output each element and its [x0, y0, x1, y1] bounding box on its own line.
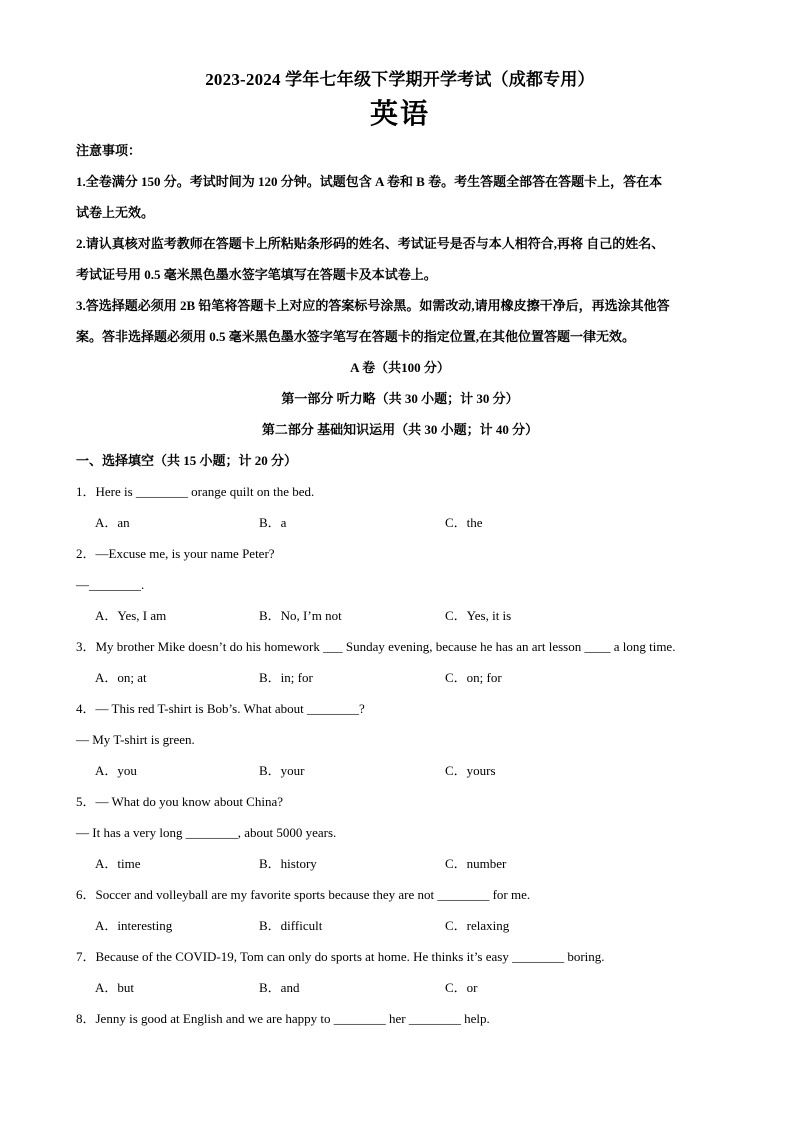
question-3 — [76, 631, 724, 693]
question-options — [76, 848, 724, 879]
option-a: A．on; at — [95, 670, 147, 685]
option-c: C．relaxing — [445, 918, 510, 933]
question-stem: 3．My brother Mike doesn’t do his homework ___ Sunday evening, because he has an art lesson ____ a long time. — [76, 639, 676, 654]
question-stem: — My T-shirt is green. — [76, 732, 195, 747]
question-2 — [76, 538, 724, 631]
part2-heading: 第二部分 基础知识运用（共 30 小题；计 40 分） — [261, 422, 539, 437]
note-line: 2.请认真核对监考教师在答题卡上所粘贴条形码的姓名、考试证号是否与本人相符合,再将 自己的姓名、 — [76, 236, 665, 251]
question-stem: 5．— What do you know about China? — [76, 794, 284, 809]
question-options — [76, 755, 724, 786]
question-4 — [76, 693, 724, 786]
exam-title: 2023-2024 学年七年级下学期开学考试（成都专用） — [205, 70, 595, 89]
option-c: C．Yes, it is — [445, 608, 512, 623]
note-line: 1.全卷满分 150 分。考试时间为 120 分钟。试题包含 A 卷和 B 卷。考生答题全部答在答题卡上，答在本 — [76, 174, 663, 189]
question-7 — [76, 941, 724, 1003]
option-b: B．your — [259, 763, 305, 778]
part1-heading: 第一部分 听力略（共 30 小题；计 30 分） — [281, 391, 519, 406]
question-options — [76, 972, 724, 1003]
question-5 — [76, 786, 724, 879]
paper-a-heading: A 卷（共100 分） — [350, 360, 450, 375]
notes-heading: 注意事项： — [76, 143, 142, 158]
option-c: C．on; for — [445, 670, 502, 685]
question-stem: 7．Because of the COVID-19, Tom can only do sports at home. He thinks it’s easy ________ boring. — [76, 949, 605, 964]
option-b: B．a — [259, 515, 287, 530]
question-stem: 4．— This red T-shirt is Bob’s. What about ________? — [76, 701, 365, 716]
option-a: A．an — [95, 515, 130, 530]
question-stem: 6．Soccer and volleyball are my favorite sports because they are not ________ for me. — [76, 887, 531, 902]
option-a: A．time — [95, 856, 141, 871]
question-options — [76, 507, 724, 538]
option-b: B．No, I’m not — [259, 608, 342, 623]
note-line: 考试证号用 0.5 毫米黑色墨水签字笔填写在答题卡及本试卷上。 — [76, 267, 437, 282]
question-options — [76, 600, 724, 631]
note-line: 试卷上无效。 — [76, 205, 155, 220]
option-b: B．and — [259, 980, 300, 995]
question-6 — [76, 879, 724, 941]
option-a: A．Yes, I am — [95, 608, 167, 623]
section1-heading: 一、选择填空（共 15 小题；计 20 分） — [76, 453, 298, 468]
note-line: 案。答非选择题必须用 0.5 毫米黑色墨水签字笔写在答题卡的指定位置,在其他位置答题一律无效。 — [76, 329, 636, 344]
note-line: 3.答选择题必须用 2B 铅笔将答题卡上对应的答案标号涂黑。如需改动,请用橡皮擦干净后，再选涂其他答 — [76, 298, 670, 313]
option-c: C．number — [445, 856, 507, 871]
question-options — [76, 662, 724, 693]
option-b: B．history — [259, 856, 317, 871]
option-b: B．in; for — [259, 670, 313, 685]
option-b: B．difficult — [259, 918, 323, 933]
option-c: C．or — [445, 980, 478, 995]
question-stem: 1．Here is ________ orange quilt on the bed. — [76, 484, 315, 499]
question-8 — [76, 1003, 724, 1034]
option-a: A．but — [95, 980, 135, 995]
question-stem: 8．Jenny is good at English and we are happy to ________ her ________ help. — [76, 1011, 490, 1026]
question-options — [76, 910, 724, 941]
question-stem: 2．—Excuse me, is your name Peter? — [76, 546, 275, 561]
option-a: A．interesting — [95, 918, 173, 933]
subject-title: 英语 — [369, 99, 430, 130]
option-c: C．the — [445, 515, 483, 530]
question-stem: —________. — [76, 577, 145, 592]
question-stem: — It has a very long ________, about 5000 years. — [76, 825, 337, 840]
question-1 — [76, 476, 724, 538]
option-a: A．you — [95, 763, 137, 778]
option-c: C．yours — [445, 763, 496, 778]
